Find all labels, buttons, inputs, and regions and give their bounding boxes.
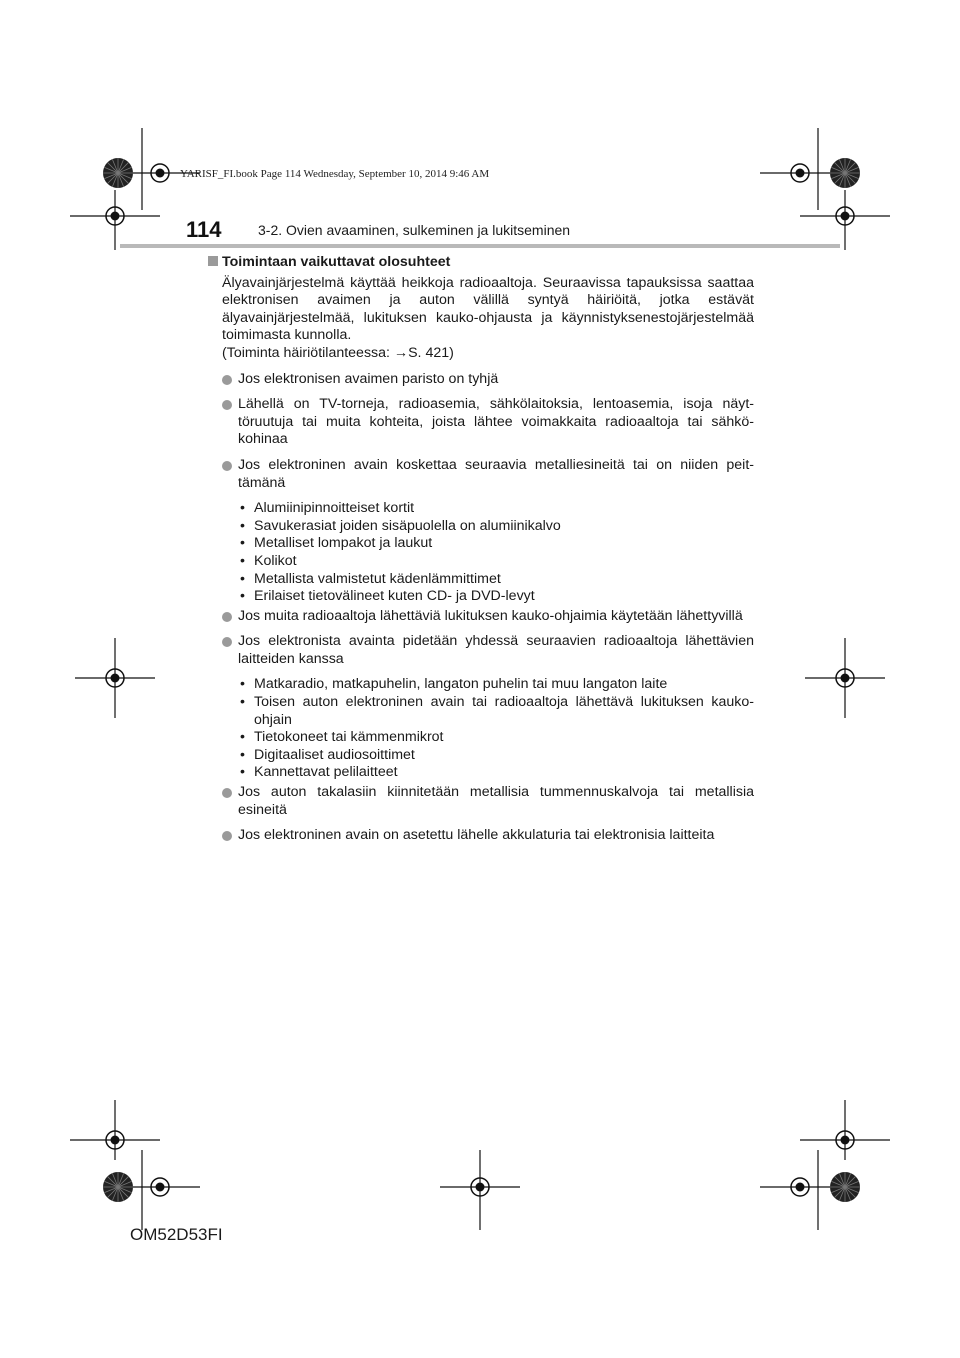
sub-list-item: • Toisen auton elektroninen avain tai radioaaltoja lähettävä lukituksen kauko-ohjain <box>240 694 754 728</box>
list-item <box>222 396 754 449</box>
list-item <box>222 371 754 389</box>
list-item-text: Lähellä on TV-torneja, radioasemia, sähkölaitoksia, lentoasemia, isoja näyttöruutuja tai muita kohteita, joista lähtee voimakkaita radioaaltoja tai sähkökohinaa <box>238 396 754 448</box>
circle-bullet-icon <box>222 788 232 798</box>
sub-list-item: • Savukerasiat joiden sisäpuolella on alumiinikalvo <box>240 517 561 534</box>
circle-bullet-icon <box>222 831 232 841</box>
sub-list-item: • Kannettavat pelilaitteet <box>240 764 398 781</box>
sub-list-item: • Metallista valmistetut kädenlämmittimet <box>240 570 501 587</box>
heading-text: Toimintaan vaikuttavat olosuhteet <box>222 254 451 270</box>
header-divider <box>120 244 840 248</box>
main-content <box>222 254 754 845</box>
circle-bullet-icon <box>222 637 232 647</box>
sub-list-item: • Tietokoneet tai kämmenmikrot <box>240 729 444 746</box>
intro-paragraph: Älyavainjärjestelmä käyttää heikkoja radioaaltoja. Seuraavissa tapauksissa saattaa elektronisen avaimen ja auton välillä syntyä häiriöitä, jotka estävät älyavainjärjestelmää, lukituksen kauko-ohjausta ja käynnistyksenestojärjestelmää toimimasta kunnolla. <box>222 274 754 344</box>
sub-list <box>238 676 754 782</box>
sub-list-item: • Erilaiset tietovälineet kuten CD- ja DVD-levyt <box>240 588 535 605</box>
list-item-text: Jos auton takalasiin kiinnitetään metallisia tummennuskalvoja tai metallisia esineitä <box>238 784 754 818</box>
list-item-text: Jos elektroninen avain koskettaa seuraavia metalliesineitä tai on niiden peittämänä <box>238 456 754 491</box>
circle-bullet-icon <box>222 461 232 471</box>
list-item-text: Jos elektronisen avaimen paristo on tyhjä <box>238 370 499 387</box>
list-item-text: Jos elektronista avainta pidetään yhdessä seuraavien radioaaltoja lähettävien laitteiden kanssa <box>238 633 754 667</box>
list-item <box>222 784 754 819</box>
circle-bullet-icon <box>222 375 232 385</box>
list-item <box>222 457 754 492</box>
sub-list-item: • Matkaradio, matkapuhelin, langaton puhelin tai muu langaton laite <box>240 676 668 693</box>
sub-list-item: • Kolikot <box>240 552 297 569</box>
list-item <box>222 633 754 668</box>
list-item-text: Jos elektroninen avain on asetettu lähelle akkulaturia tai elektronisia laitteita <box>238 827 715 844</box>
sub-list-item: • Metalliset lompakot ja laukut <box>240 535 433 552</box>
circle-bullet-icon <box>222 400 232 410</box>
sub-list <box>238 500 754 606</box>
list-item <box>222 827 754 845</box>
subsection-heading <box>208 254 754 272</box>
intro-reference: (Toiminta häiriötilanteessa: →S. 421) <box>222 344 454 361</box>
circle-bullet-icon <box>222 612 232 622</box>
list-item <box>222 608 754 626</box>
document-code: OM52D53FI <box>130 1225 223 1244</box>
sub-list-item: • Digitaaliset audiosoittimet <box>240 746 415 763</box>
sub-list-item: • Alumiinipinnoitteiset kortit <box>240 500 415 517</box>
page-number: 114 <box>186 217 222 242</box>
section-title: 3-2. Ovien avaaminen, sulkeminen ja lukitseminen <box>258 222 571 238</box>
book-info-line: YARISF_FI.book Page 114 Wednesday, September 10, 2014 9:46 AM <box>180 168 490 180</box>
square-bullet-icon <box>208 256 218 266</box>
list-item-text: Jos muita radioaaltoja lähettäviä lukituksen kauko-ohjaimia käytetään lähettyvillä <box>238 607 743 624</box>
